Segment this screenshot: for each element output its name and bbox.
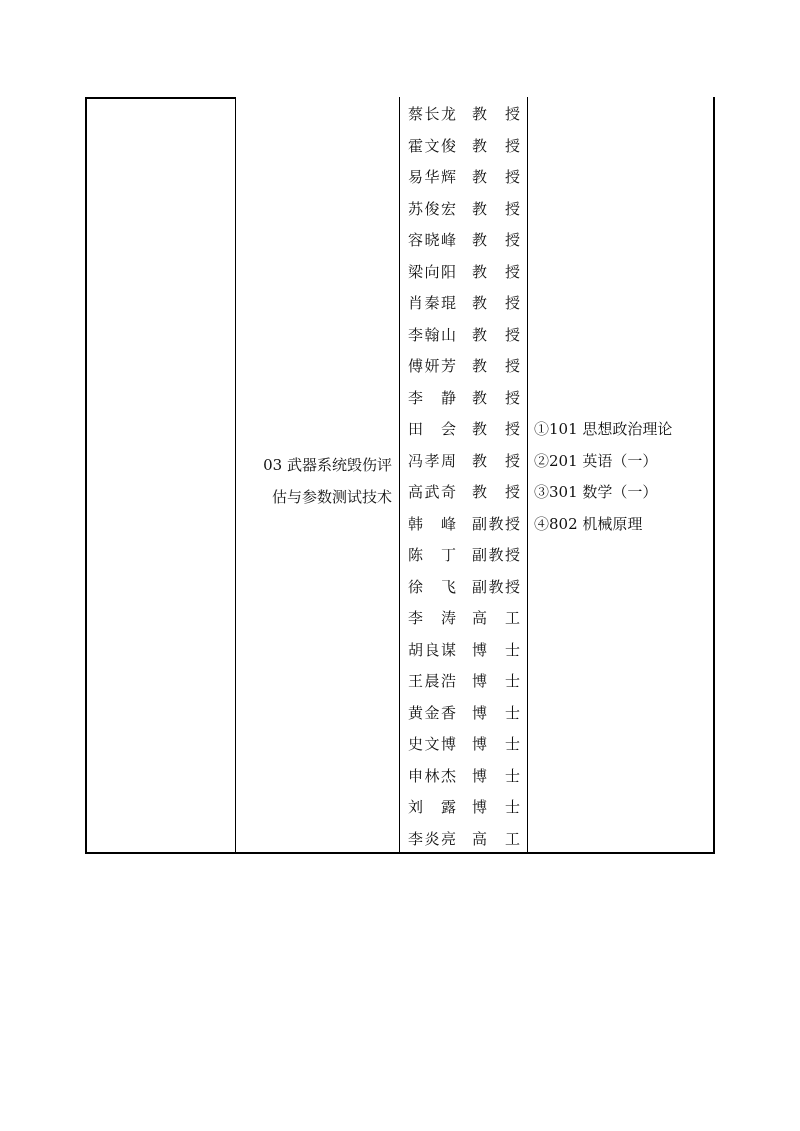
advisor-title: 博士 xyxy=(472,735,520,754)
advisor-title: 教授 xyxy=(472,105,520,124)
advisor-title: 教授 xyxy=(472,483,520,502)
advisor-row xyxy=(400,287,527,319)
advisor-row xyxy=(400,161,527,193)
advisor-name: 梁向阳 xyxy=(408,262,456,281)
advisor-row xyxy=(400,130,527,162)
advisor-row xyxy=(400,791,527,823)
advisor-name: 王晨浩 xyxy=(408,672,456,691)
advisor-row xyxy=(400,697,527,729)
advisor-name: 李炎亮 xyxy=(408,829,456,848)
advisor-row xyxy=(400,382,527,414)
advisor-name: 史文博 xyxy=(408,735,456,754)
advisor-name: 申林杰 xyxy=(408,766,456,785)
advisor-title: 博士 xyxy=(472,798,520,817)
advisor-name: 胡良谋 xyxy=(408,640,456,659)
advisor-name: 李静 xyxy=(408,388,456,407)
advisor-row xyxy=(400,319,527,351)
advisor-title: 博士 xyxy=(472,703,520,722)
advisor-title: 教授 xyxy=(472,168,520,187)
advisor-name: 徐飞 xyxy=(408,577,456,596)
advisor-row xyxy=(400,193,527,225)
advisor-row xyxy=(400,350,527,382)
advisor-row xyxy=(400,256,527,288)
advisor-title: 教授 xyxy=(472,136,520,155)
advisor-row xyxy=(400,539,527,571)
advisor-name: 刘露 xyxy=(408,798,456,817)
column-divider xyxy=(527,97,528,854)
advisor-row xyxy=(400,508,527,540)
specialty-line: 估与参数测试技术 xyxy=(271,487,392,506)
advisor-title: 教授 xyxy=(472,420,520,439)
advisor-title: 教授 xyxy=(472,262,520,281)
advisor-name: 李涛 xyxy=(408,609,456,628)
exam-subject: ③301 数学（一） xyxy=(534,483,658,501)
advisor-title: 教授 xyxy=(472,325,520,344)
exam-subjects-cell xyxy=(534,414,672,540)
advisor-title: 副教授 xyxy=(472,514,520,533)
advisor-name: 傅妍芳 xyxy=(408,357,456,376)
advisor-name: 易华辉 xyxy=(408,168,456,187)
advisor-row xyxy=(400,571,527,603)
advisor-name: 冯孝周 xyxy=(408,451,456,470)
advisor-row xyxy=(400,823,527,855)
table-border-right xyxy=(713,97,715,854)
advisor-name: 李翰山 xyxy=(408,325,456,344)
advisor-name: 蔡长龙 xyxy=(408,105,456,124)
table-border-left xyxy=(85,97,87,854)
advisor-title: 副教授 xyxy=(472,546,520,565)
advisor-title: 高工 xyxy=(472,829,520,848)
advisor-title: 教授 xyxy=(472,199,520,218)
advisor-row xyxy=(400,445,527,477)
exam-subject: ①101 思想政治理论 xyxy=(534,420,673,438)
column-divider xyxy=(235,97,236,854)
advisor-title: 教授 xyxy=(472,451,520,470)
table-border-top-left xyxy=(85,97,235,99)
advisor-name: 韩峰 xyxy=(408,514,456,533)
advisor-title: 副教授 xyxy=(472,577,520,596)
advisor-row xyxy=(400,760,527,792)
advisor-name: 霍文俊 xyxy=(408,136,456,155)
advisor-row xyxy=(400,728,527,760)
advisor-row xyxy=(400,224,527,256)
advisor-name: 肖秦琨 xyxy=(408,294,456,313)
advisor-title: 教授 xyxy=(472,357,520,376)
advisor-row xyxy=(400,602,527,634)
advisor-list xyxy=(400,98,527,854)
advisor-name: 陈丁 xyxy=(408,546,456,565)
advisor-row xyxy=(400,98,527,130)
advisor-title: 博士 xyxy=(472,766,520,785)
advisor-row xyxy=(400,413,527,445)
advisor-name: 高武奇 xyxy=(408,483,456,502)
advisor-row xyxy=(400,476,527,508)
advisor-name: 苏俊宏 xyxy=(408,199,456,218)
advisor-title: 博士 xyxy=(472,640,520,659)
specialty-line: 03 武器系统毁伤评 xyxy=(263,456,392,474)
advisor-row xyxy=(400,665,527,697)
advisor-row xyxy=(400,634,527,666)
advisor-name: 黄金香 xyxy=(408,703,456,722)
advisor-name: 田会 xyxy=(408,420,456,439)
exam-subject: ④802 机械原理 xyxy=(534,514,643,533)
advisor-title: 博士 xyxy=(472,672,520,691)
exam-subject: ②201 英语（一） xyxy=(534,451,658,470)
advisor-title: 高工 xyxy=(472,609,520,628)
advisor-title: 教授 xyxy=(472,231,520,250)
advisor-name: 容晓峰 xyxy=(408,231,456,250)
advisor-title: 教授 xyxy=(472,294,520,313)
specialty-cell xyxy=(240,450,392,513)
advisor-title: 教授 xyxy=(472,388,520,407)
